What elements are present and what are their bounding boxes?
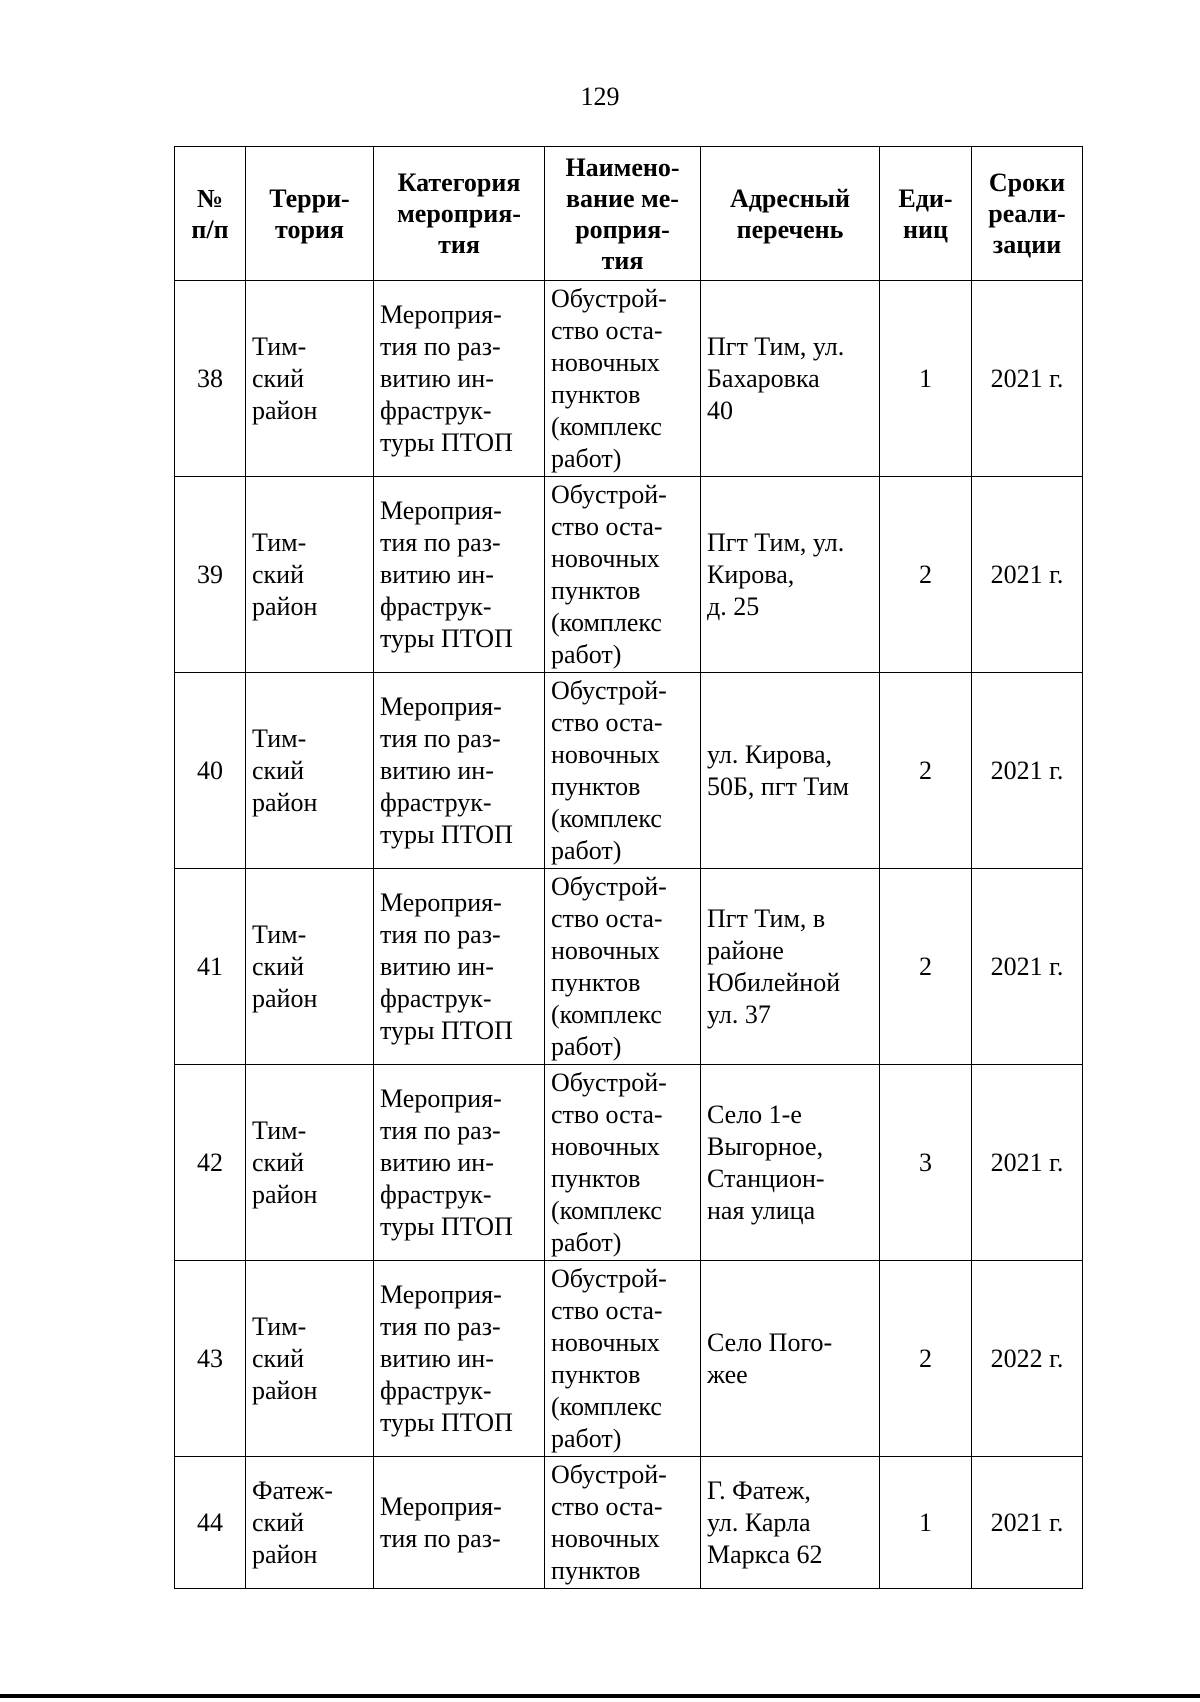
table-row: [175, 281, 1083, 477]
cell-units: 3: [880, 1065, 972, 1261]
cell-category: Мероприя- тия по раз- витию ин- фраструк- туры ПТОП: [374, 869, 545, 1065]
cell-address: Г. Фатеж, ул. Карла Маркса 62: [701, 1457, 880, 1589]
cell-term: 2021 г.: [972, 1065, 1083, 1261]
cell-units: 2: [880, 477, 972, 673]
cell-category: Мероприя- тия по раз- витию ин- фраструк- туры ПТОП: [374, 673, 545, 869]
cell-term: 2022 г.: [972, 1261, 1083, 1457]
header-units: Еди- ниц: [880, 147, 972, 281]
header-category: Категория мероприя- тия: [374, 147, 545, 281]
cell-units: 2: [880, 1261, 972, 1457]
cell-category: Мероприя- тия по раз-: [374, 1457, 545, 1589]
cell-number: 43: [175, 1261, 246, 1457]
header-number: № п/п: [175, 147, 246, 281]
cell-address: ул. Кирова, 50Б, пгт Тим: [701, 673, 880, 869]
cell-term: 2021 г.: [972, 673, 1083, 869]
cell-territory: Тим- ский район: [246, 281, 374, 477]
cell-units: 1: [880, 1457, 972, 1589]
table-row: [175, 1457, 1083, 1589]
cell-address: Пгт Тим, в районе Юбилейной ул. 37: [701, 869, 880, 1065]
cell-category: Мероприя- тия по раз- витию ин- фраструк- туры ПТОП: [374, 477, 545, 673]
header-name: Наимено- вание ме- роприя- тия: [545, 147, 701, 281]
cell-address: Пгт Тим, ул. Кирова, д. 25: [701, 477, 880, 673]
measures-table: [174, 146, 1083, 1589]
cell-name: Обустрой- ство оста- новочных пунктов (комплекс работ): [545, 869, 701, 1065]
table-row: [175, 477, 1083, 673]
table-header-row: [175, 147, 1083, 281]
cell-term: 2021 г.: [972, 869, 1083, 1065]
table-row: [175, 869, 1083, 1065]
cell-units: 1: [880, 281, 972, 477]
cell-address: Пгт Тим, ул. Бахаровка 40: [701, 281, 880, 477]
cell-term: 2021 г.: [972, 1457, 1083, 1589]
cell-number: 40: [175, 673, 246, 869]
cell-address: Село Пого- жее: [701, 1261, 880, 1457]
cell-category: Мероприя- тия по раз- витию ин- фраструк- туры ПТОП: [374, 281, 545, 477]
cell-term: 2021 г.: [972, 281, 1083, 477]
cell-category: Мероприя- тия по раз- витию ин- фраструк- туры ПТОП: [374, 1065, 545, 1261]
scan-bottom-border: [0, 1694, 1200, 1698]
cell-category: Мероприя- тия по раз- витию ин- фраструк- туры ПТОП: [374, 1261, 545, 1457]
header-territory: Терри- тория: [246, 147, 374, 281]
cell-territory: Тим- ский район: [246, 673, 374, 869]
table-row: [175, 1261, 1083, 1457]
cell-name: Обустрой- ство оста- новочных пунктов (комплекс работ): [545, 1065, 701, 1261]
table-row: [175, 1065, 1083, 1261]
cell-term: 2021 г.: [972, 477, 1083, 673]
cell-territory: Фатеж- ский район: [246, 1457, 374, 1589]
cell-number: 39: [175, 477, 246, 673]
cell-name: Обустрой- ство оста- новочных пунктов (комплекс работ): [545, 1261, 701, 1457]
cell-units: 2: [880, 673, 972, 869]
cell-territory: Тим- ский район: [246, 869, 374, 1065]
page-number: 129: [580, 82, 620, 111]
cell-name: Обустрой- ство оста- новочных пунктов: [545, 1457, 701, 1589]
cell-units: 2: [880, 869, 972, 1065]
cell-territory: Тим- ский район: [246, 1261, 374, 1457]
cell-name: Обустрой- ство оста- новочных пунктов (комплекс работ): [545, 281, 701, 477]
header-address: Адресный перечень: [701, 147, 880, 281]
header-term: Сроки реали- зации: [972, 147, 1083, 281]
table-row: [175, 673, 1083, 869]
cell-number: 38: [175, 281, 246, 477]
cell-territory: Тим- ский район: [246, 1065, 374, 1261]
cell-number: 44: [175, 1457, 246, 1589]
cell-name: Обустрой- ство оста- новочных пунктов (комплекс работ): [545, 673, 701, 869]
cell-territory: Тим- ский район: [246, 477, 374, 673]
cell-number: 42: [175, 1065, 246, 1261]
cell-name: Обустрой- ство оста- новочных пунктов (комплекс работ): [545, 477, 701, 673]
cell-number: 41: [175, 869, 246, 1065]
cell-address: Село 1-е Выгорное, Станцион- ная улица: [701, 1065, 880, 1261]
